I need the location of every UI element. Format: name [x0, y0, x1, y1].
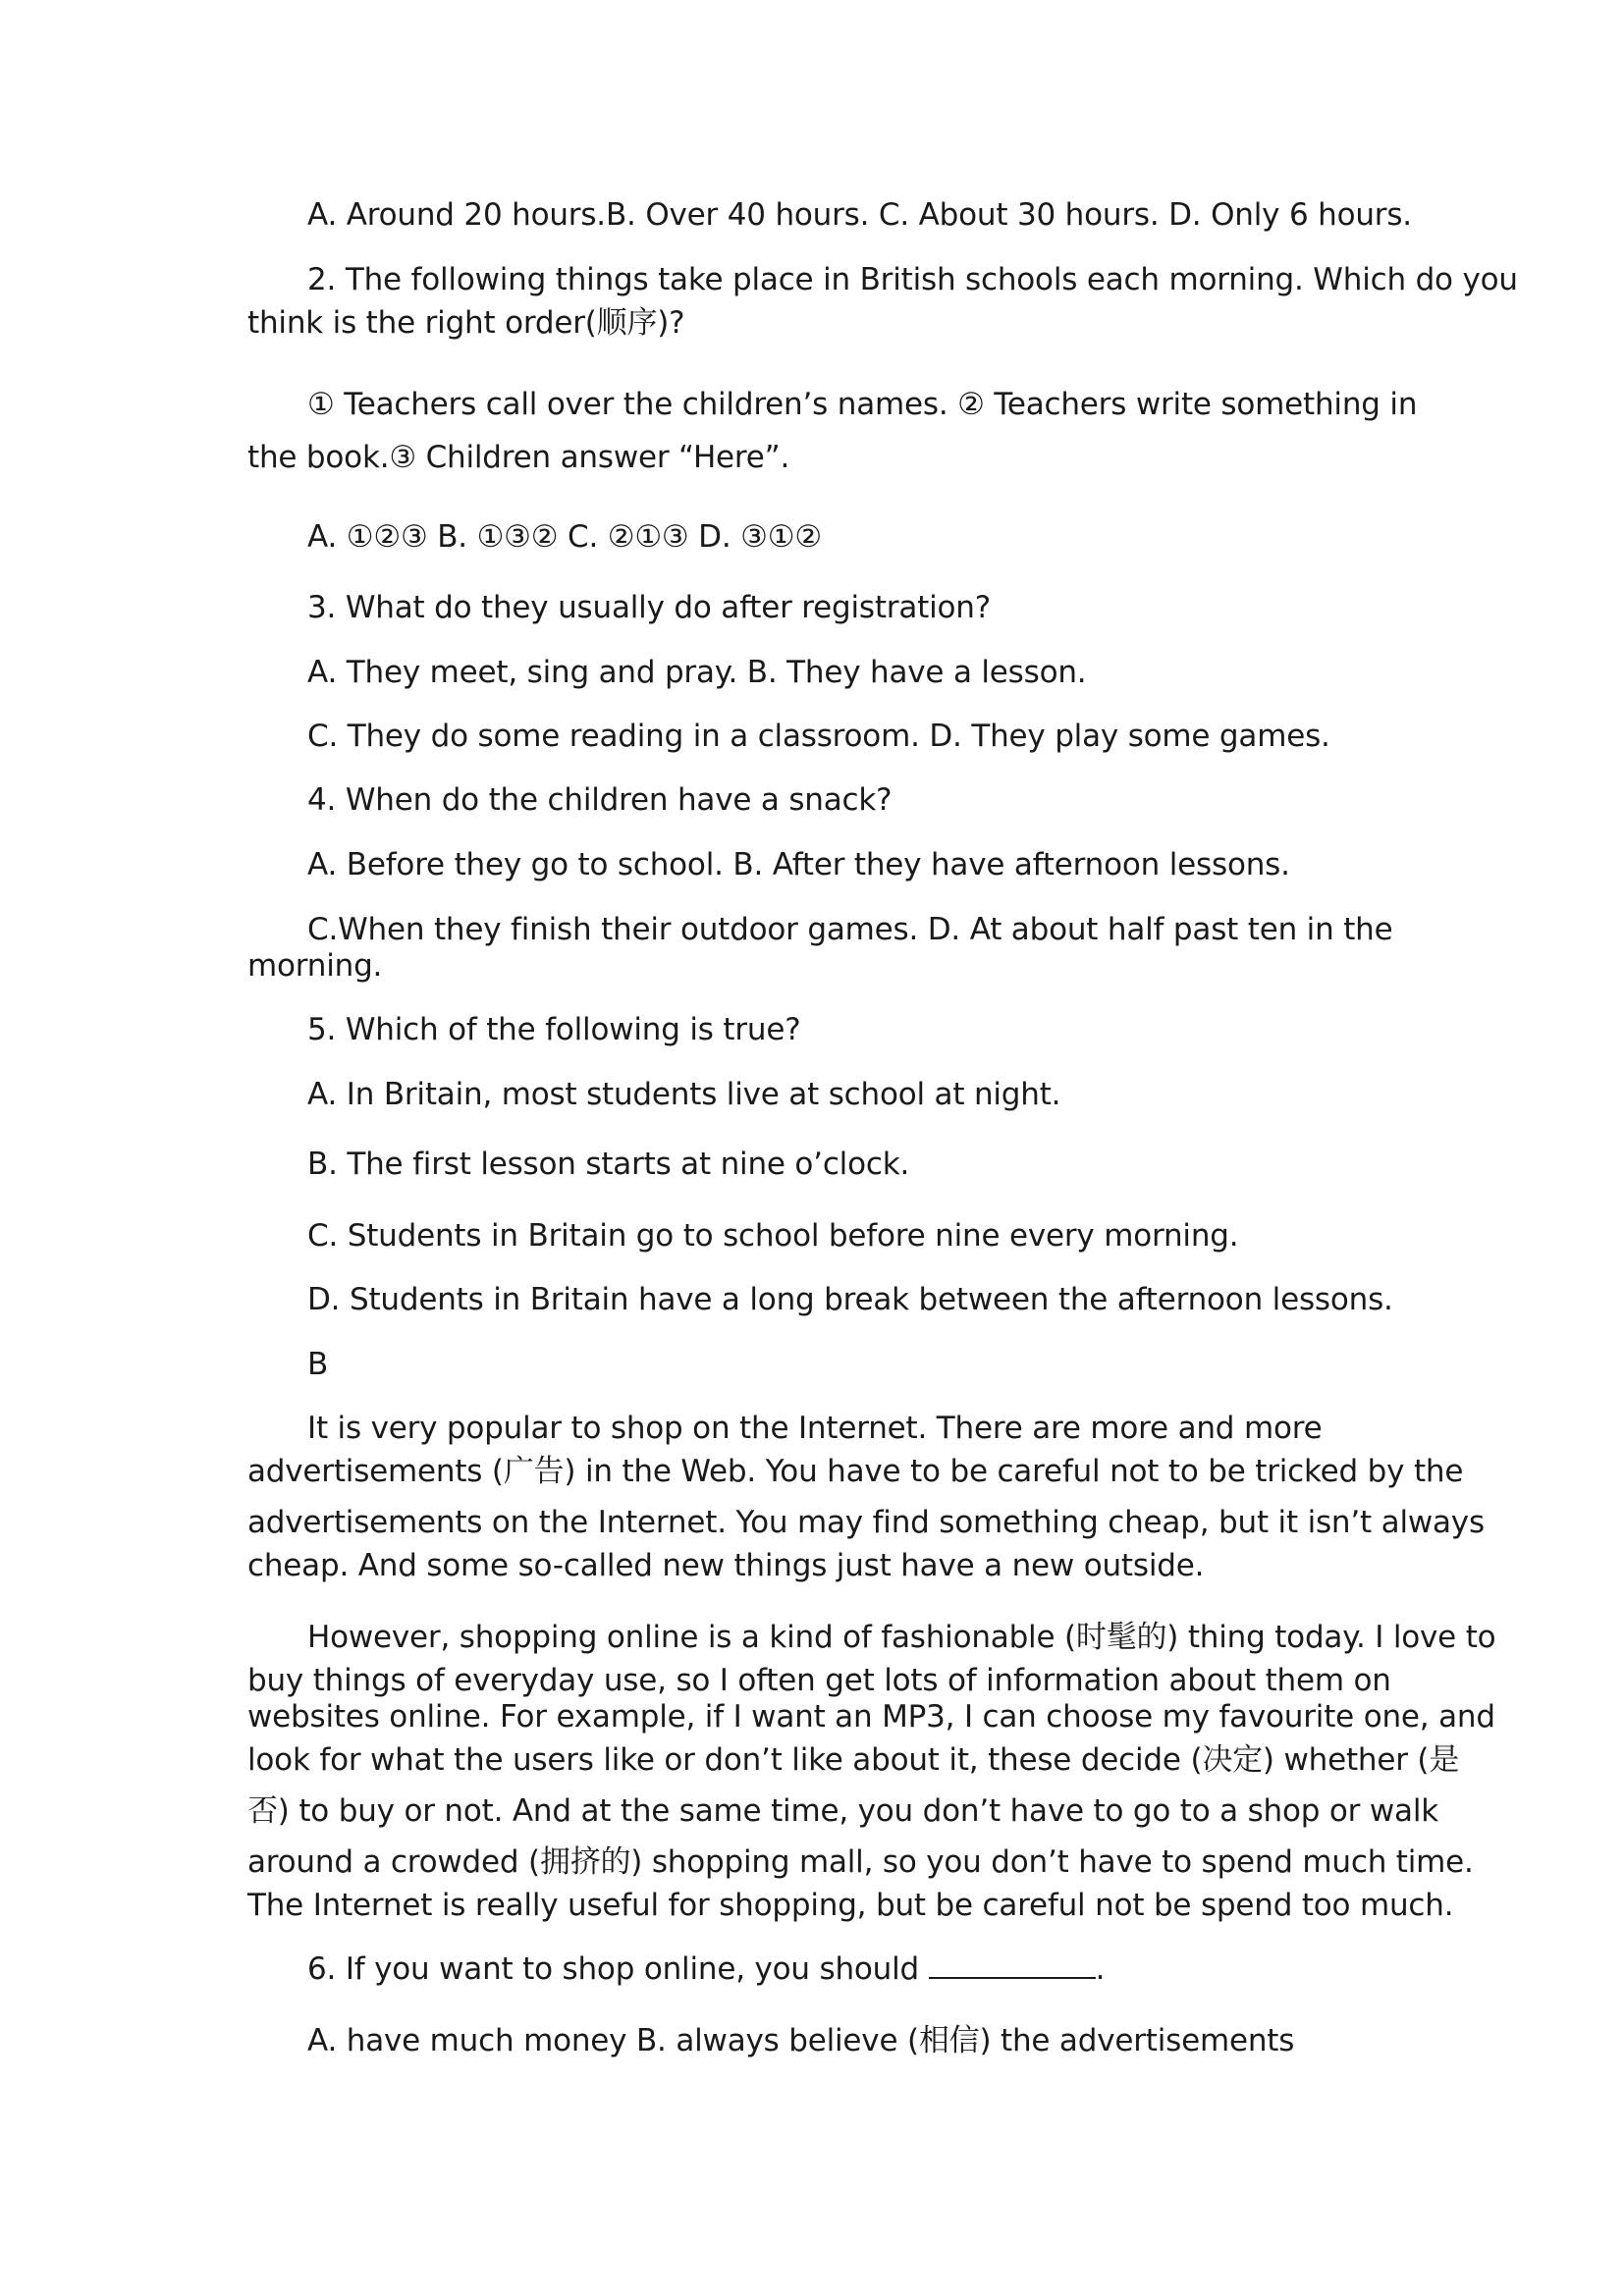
q2-question-line2: think is the right order(顺序)? — [247, 305, 685, 341]
passage-para2-line: websites online. For example, if I want an MP3, I can choose my favourite one, and — [247, 1699, 1495, 1735]
q5-option-a: A. In Britain, most students live at school at night. — [307, 1077, 1061, 1112]
q3-options-line2: C. They do some reading in a classroom. D. They play some games. — [307, 719, 1330, 754]
q3-question: 3. What do they usually do after registration? — [307, 590, 991, 625]
q6-question-end: . — [1095, 1951, 1106, 1987]
passage-para2-line: around a crowded (拥挤的) shopping mall, so you don’t have to spend much time. — [247, 1844, 1474, 1880]
q2-items-line1: ① Teachers call over the children’s names. ② Teachers write something in — [307, 387, 1418, 422]
q6-question — [307, 1948, 1387, 1991]
passage-para1-line: cheap. And some so-called new things just have a new outside. — [247, 1548, 1205, 1583]
passage-para2-line: However, shopping online is a kind of fashionable (时髦的) thing today. I love to — [307, 1620, 1496, 1655]
q6-options-line1: A. have much money B. always believe (相信) the advertisements — [307, 2023, 1295, 2058]
q4-options-line2a: C.When they finish their outdoor games. D. At about half past ten in the — [307, 912, 1393, 947]
q4-options-line1: A. Before they go to school. B. After they have afternoon lessons. — [307, 847, 1290, 882]
passage-para2-line: 否) to buy or not. And at the same time, you don’t have to go to a shop or walk — [247, 1793, 1438, 1829]
q2-question-line1: 2. The following things take place in British schools each morning. Which do you — [307, 262, 1518, 297]
q1-options: A. Around 20 hours.B. Over 40 hours. C. About 30 hours. D. Only 6 hours. — [307, 197, 1412, 233]
q4-question: 4. When do the children have a snack? — [307, 782, 893, 818]
q6-question-text: 6. If you want to shop online, you should — [307, 1951, 929, 1987]
passage-para1-line: It is very popular to shop on the Internet. There are more and more — [307, 1411, 1323, 1446]
q4-options-line2b: morning. — [247, 948, 383, 984]
passage-para1-line: advertisements (广告) in the Web. You have to be careful not to be tricked by the — [247, 1454, 1464, 1489]
q6-answer-blank — [929, 1948, 1096, 1979]
passage-para2-line: The Internet is really useful for shopping, but be careful not be spend too much. — [247, 1888, 1454, 1923]
passage-para1-line: advertisements on the Internet. You may find something cheap, but it isn’t always — [247, 1505, 1485, 1540]
q2-options: A. ①②③ B. ①③② C. ②①③ D. ③①② — [307, 519, 822, 555]
q5-question: 5. Which of the following is true? — [307, 1012, 801, 1047]
passage-para2-line: buy things of everyday use, so I often get lots of information about them on — [247, 1663, 1391, 1698]
q2-items-line2: the book.③ Children answer “Here”. — [247, 440, 790, 475]
q5-option-b: B. The first lesson starts at nine o’clock. — [307, 1147, 910, 1182]
q5-option-d: D. Students in Britain have a long break between the afternoon lessons. — [307, 1282, 1393, 1317]
passage-para2-line: look for what the users like or don’t like about it, these decide (决定) whether (是 — [247, 1742, 1460, 1778]
q3-options-line1: A. They meet, sing and pray. B. They have a lesson. — [307, 655, 1087, 690]
q5-option-c: C. Students in Britain go to school before nine every morning. — [307, 1218, 1239, 1254]
section-b-label: B — [307, 1347, 329, 1382]
